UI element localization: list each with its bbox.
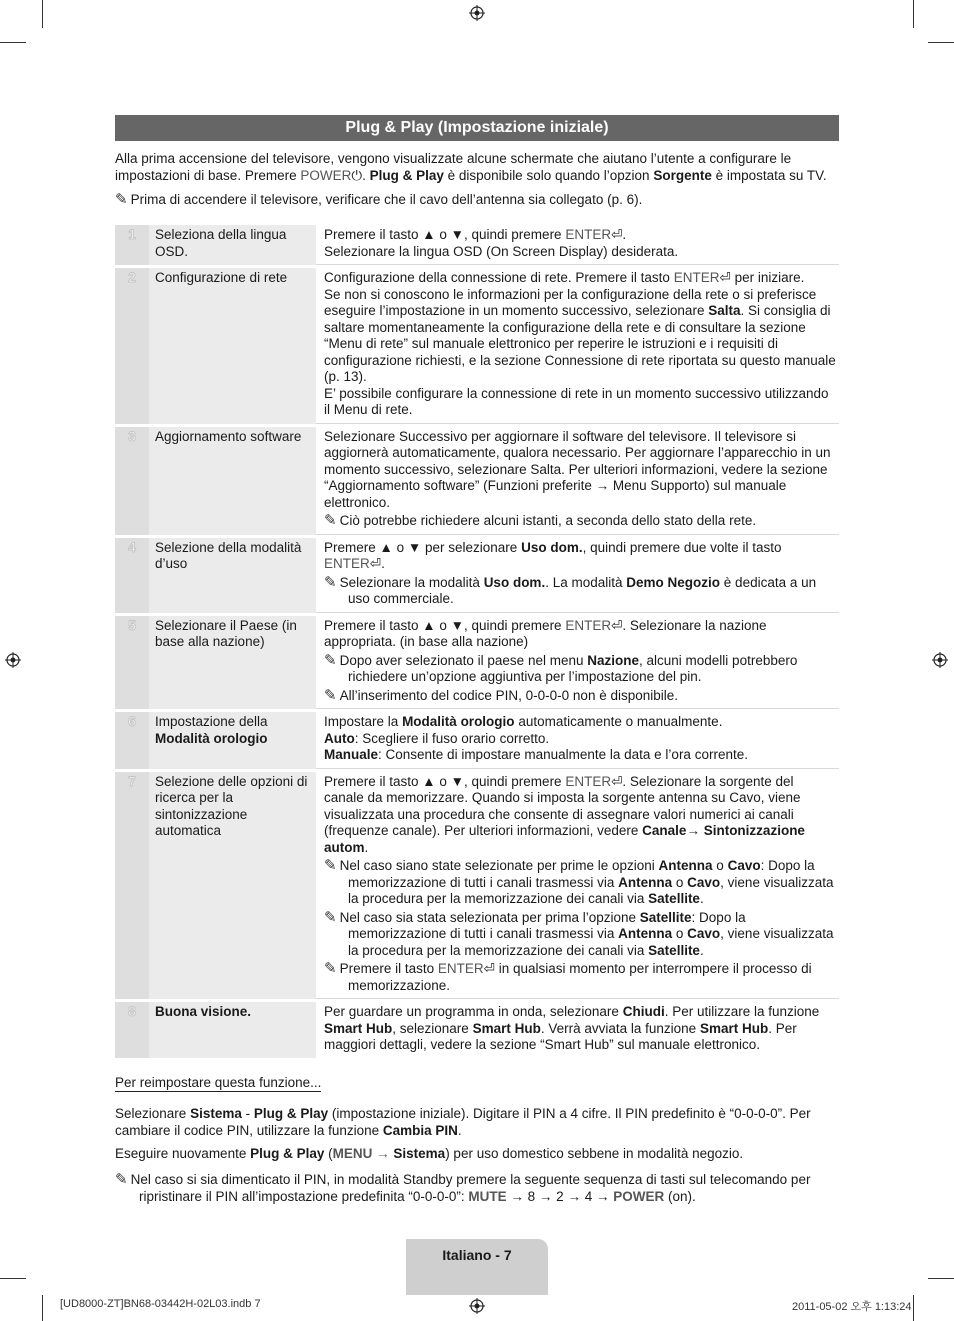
step-number: 5 — [128, 617, 136, 633]
step-label: Selezione della modalità d’uso — [149, 538, 316, 613]
crop-mark — [928, 1278, 954, 1279]
reset-note: ✎ Nel caso si sia dimenticato il PIN, in modalità Standby premere la seguente sequenza di tasti sul telecomando per ripristinare il PIN all’impostazione predefinita “0-0-0-0”: MUTE → 8 → 2 → 4 → POWER (on). — [115, 1171, 811, 1204]
enter-key-icon: ⏎ — [369, 556, 382, 571]
enter-key-icon: ⏎ — [611, 227, 623, 242]
step-description: Configurazione della connessione di rete. Premere il tasto ENTER⏎ per iniziare. Se non si conoscono le informazioni per la configurazione della rete o si preferisce eseguire l’impostazione in un momento successivo, selezionare Salta. Si consiglia di saltare momentaneamente la configurazione della rete e di consultare la sezione “Menu di rete” sul manuale elettronico per reperire le istruzioni e i requisiti di configurazione richiesti, e la sezione Connessione di rete riportata su questo manuale (p. 13). E’ possibile configurare la connessione di rete in un momento successivo utilizzando il Menu di rete. — [316, 268, 839, 424]
step-row — [115, 427, 839, 535]
registration-mark-icon — [469, 5, 485, 21]
step-number: 6 — [128, 714, 136, 729]
step-label: Seleziona della lingua OSD. — [149, 225, 316, 265]
step-number: 3 — [128, 428, 136, 444]
intro-paragraph: Alla prima accensione del televisore, vengono visualizzate alcune schermate che aiutano l’utente a configurare le impostazioni di base. Premere POWER⏻. Plug & Play è disponibile solo quando l’opzion Sorgente è impostata su TV. — [115, 151, 827, 183]
section-title: Plug & Play (Impostazione iniziale) — [115, 115, 839, 141]
page-number-tab — [406, 1239, 548, 1295]
step-row — [115, 1002, 839, 1058]
note-pencil-icon: ✎ — [115, 191, 128, 208]
step-row — [115, 772, 839, 1000]
crop-mark — [42, 0, 43, 28]
step-row — [115, 225, 839, 265]
step-label: Selezionare il Paese (in base alla nazione) — [149, 616, 316, 710]
step-number: 4 — [128, 539, 136, 555]
step-row — [115, 268, 839, 424]
note-pencil-icon: ✎ — [324, 960, 337, 977]
step-description: Per guardare un programma in onda, selezionare Chiudi. Per utilizzare la funzione Smart Hub, selezionare Smart Hub. Verrà avviata la funzione Smart Hub. Per maggiori dettagli, vedere la sezione “Smart Hub” sul manuale elettronico. — [324, 1004, 820, 1052]
reset-paragraph: Selezionare Sistema - Plug & Play (impostazione iniziale). Digitare il PIN a 4 cifre. Il PIN predefinito è “0-0-0-0”. Per cambiare il codice PIN, utilizzare la funzione Cambia PIN. — [115, 1106, 811, 1138]
note-pencil-icon: ✎ — [324, 857, 337, 874]
step-row — [115, 538, 839, 613]
step-description: Premere il tasto ▲ o ▼, quindi premere ENTER⏎. Selezionare la sorgente del canale da memorizzare. Quando si imposta la sorgente antenna su Cavo, viene visualizzata una procedura che consente di assegnare valori numerici ai canali (frequenze canale). Per ulteriori informazioni, vedere Canale→ Sintonizzazione autom. ✎ Nel caso siano state selezionate per prime le opzioni Antenna o Cavo: Dopo la memorizzazione di tutti i canali trasmessi via Antenna o Cavo, viene visualizzata la procedura per la memorizzazione dei canali via Satellite. ✎ Nel caso sia stata selezionata per prima l’opzione Satellite: Dopo la memorizzazione di tutti i canali trasmessi via Antenna o Cavo, viene visualizzata la procedura per la memorizzazione dei canali via Satellite. ✎ Premere il tasto ENTER⏎ in qualsiasi momento per interrompere il processo di memorizzazione. — [316, 772, 839, 1000]
step-number: 8 — [128, 1004, 136, 1019]
enter-key-icon: ⏎ — [719, 270, 731, 285]
registration-mark-icon — [5, 652, 21, 668]
note-pencil-icon: ✎ — [324, 512, 337, 529]
step-row — [115, 616, 839, 710]
power-key: POWER — [300, 168, 352, 183]
crop-mark — [913, 1295, 914, 1321]
note-pencil-icon: ✎ — [324, 651, 337, 669]
crop-mark — [913, 0, 914, 28]
intro-note: ✎ Prima di accendere il televisore, verificare che il cavo dell’antenna sia collegato (p. 6). — [115, 191, 643, 208]
crop-mark — [928, 42, 954, 43]
step-description: Impostare la Modalità orologio automaticamente o manualmente. Auto: Scegliere il fuso orario corretto. Manuale: Consente di impostare manualmente la data e l’ora corrente. — [316, 712, 839, 769]
step-number: 2 — [128, 270, 136, 285]
step-description: Premere il tasto ▲ o ▼, quindi premere ENTER⏎. Selezionare la nazione appropriata. (in base alla nazione) ✎ Dopo aver selezionato il paese nel menu Nazione, alcuni modelli potrebbero richiedere un’opzione aggiuntiva per l’impostazione del pin. ✎ All’inserimento del codice PIN, 0-0-0-0 non è disponibile. — [316, 616, 839, 710]
page-number: Italiano - 7 — [442, 1247, 512, 1263]
step-label: Impostazione della Modalità orologio — [149, 712, 316, 769]
crop-mark — [0, 1278, 26, 1279]
step-label: Configurazione di rete — [149, 268, 316, 424]
power-icon: ⏻ — [351, 168, 363, 183]
step-label: Aggiornamento software — [149, 427, 316, 535]
step-label: Selezione delle opzioni di ricerca per la sintonizzazione automatica — [149, 772, 316, 1000]
registration-mark-icon — [932, 652, 948, 668]
crop-mark — [42, 1295, 43, 1321]
reset-line-2: Eseguire nuovamente Plug & Play (MENU → Sistema) per uso domestico sebbene in modalità negozio. — [115, 1146, 744, 1161]
note-pencil-icon: ✎ — [324, 686, 337, 704]
step-label: Buona visione. — [149, 1002, 316, 1058]
step-row — [115, 712, 839, 769]
crop-mark — [0, 42, 26, 43]
registration-mark-icon — [469, 1298, 485, 1314]
enter-key-icon: ⏎ — [483, 961, 495, 976]
reset-heading: Per reimpostare questa funzione... — [115, 1075, 322, 1090]
print-date-info: 2011-05-02 오후 1:13:24 — [792, 1301, 912, 1313]
enter-key-icon: ⏎ — [611, 773, 623, 789]
steps-table — [115, 222, 839, 1061]
note-pencil-icon: ✎ — [324, 573, 337, 591]
note-pencil-icon: ✎ — [115, 1171, 128, 1188]
step-description: Selezionare Successivo per aggiornare il software del televisore. Il televisore si aggiornerà automaticamente, qualora necessario. Per aggiornare l’apparecchio in un momento successivo, selezionare Salta. Per ulteriori informazioni, vedere la sezione “Aggiornamento software” (Funzioni preferite → Menu Supporto) sul manuale elettronico. ✎ Ciò potrebbe richiedere alcuni istanti, a seconda dello stato della rete. — [316, 427, 839, 535]
step-number: 7 — [128, 773, 136, 789]
step-number: 1 — [128, 227, 136, 242]
note-pencil-icon: ✎ — [324, 908, 337, 926]
step-description: Premere il tasto ▲ o ▼, quindi premere ENTER⏎. Selezionare la lingua OSD (On Screen Display) desiderata. — [316, 225, 839, 265]
enter-key-icon: ⏎ — [611, 617, 623, 633]
print-file-info: [UD8000-ZT]BN68-03442H-02L03.indb 7 — [60, 1298, 261, 1310]
step-description: Premere ▲ o ▼ per selezionare Uso dom., quindi premere due volte il tasto ENTER⏎. ✎ Selezionare la modalità Uso dom.. La modalità Demo Negozio è dedicata a un uso commerciale. — [316, 538, 839, 613]
